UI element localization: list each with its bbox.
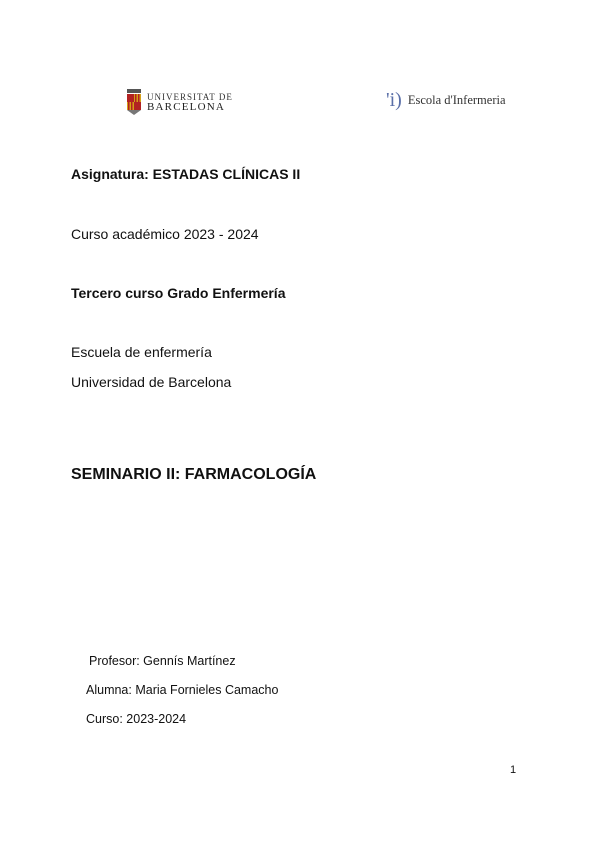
ub-logo-line1: UNIVERSITAT DE xyxy=(147,92,233,102)
course-line: Curso: 2023-2024 xyxy=(86,712,187,726)
ei-logo-mark: 'i) xyxy=(386,89,402,111)
ub-logo-line2: BARCELONA xyxy=(147,101,226,113)
ub-shield-icon xyxy=(127,89,141,115)
seminar-title: SEMINARIO II: FARMACOLOGÍA xyxy=(71,466,317,483)
grade-line: Tercero curso Grado Enfermería xyxy=(71,285,286,301)
page-number: 1 xyxy=(510,764,517,776)
student-line: Alumna: Maria Fornieles Camacho xyxy=(86,683,279,697)
professor-line: Profesor: Gennís Martínez xyxy=(89,654,236,668)
academic-year: Curso académico 2023 - 2024 xyxy=(71,226,259,242)
subject-heading: Asignatura: ESTADAS CLÍNICAS II xyxy=(71,166,301,182)
school-name: Escuela de enfermería xyxy=(71,344,212,360)
university-name: Universidad de Barcelona xyxy=(71,374,232,390)
escola-infermeria-logo xyxy=(386,90,506,110)
ei-logo-text: Escola d'Infermeria xyxy=(407,92,506,107)
universitat-barcelona-logo xyxy=(127,89,233,115)
